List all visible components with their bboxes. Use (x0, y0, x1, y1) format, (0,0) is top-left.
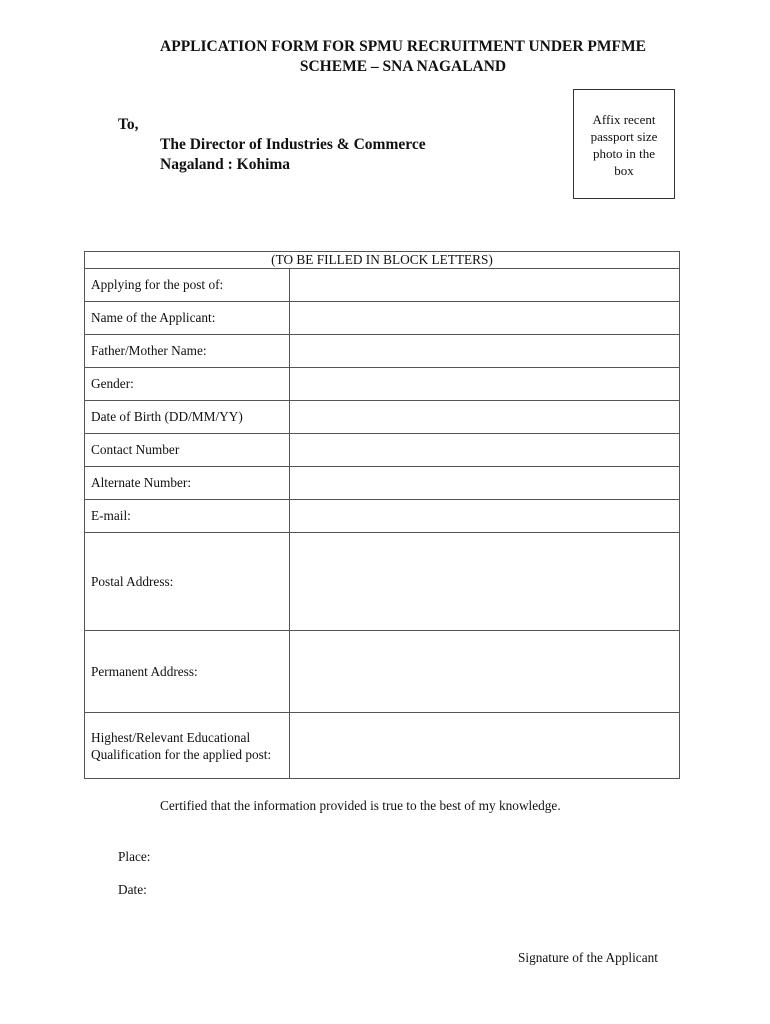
table-row (85, 713, 680, 779)
table-row (85, 434, 680, 467)
photo-box-text-4: box (614, 163, 634, 178)
field-input[interactable] (290, 713, 680, 779)
table-row (85, 335, 680, 368)
block-letters-note: (TO BE FILLED IN BLOCK LETTERS) (85, 252, 680, 269)
field-input[interactable] (290, 335, 680, 368)
field-input[interactable] (290, 269, 680, 302)
field-label: Applying for the post of: (85, 269, 290, 302)
field-input[interactable] (290, 467, 680, 500)
photo-box (573, 89, 675, 199)
table-header-row (85, 252, 680, 269)
table-row (85, 368, 680, 401)
form-title-line-2: SCHEME – SNA NAGALAND (299, 58, 507, 75)
photo-box-text-3: photo in the (592, 146, 656, 161)
table-row (85, 631, 680, 713)
form-title-line-1: APPLICATION FORM FOR SPMU RECRUITMENT UNDER PMFME (160, 38, 646, 55)
field-label: Contact Number (85, 434, 290, 467)
addressee-line-2: Nagaland : Kohima (160, 156, 291, 173)
table-row (85, 533, 680, 631)
signature-label: Signature of the Applicant (518, 950, 658, 965)
photo-box-text-1: Affix recent (592, 112, 656, 127)
table-row (85, 302, 680, 335)
field-input[interactable] (290, 500, 680, 533)
table-row (85, 269, 680, 302)
certification-statement: Certified that the information provided is true to the best of my knowledge. (160, 798, 561, 813)
field-input[interactable] (290, 631, 680, 713)
photo-box-text-2: passport size (590, 129, 658, 144)
field-input[interactable] (290, 434, 680, 467)
field-input[interactable] (290, 368, 680, 401)
date-label: Date: (118, 882, 147, 897)
table-row (85, 467, 680, 500)
field-input[interactable] (290, 401, 680, 434)
form-title (0, 37, 770, 77)
table-row (85, 401, 680, 434)
field-label: Gender: (85, 368, 290, 401)
field-label: Name of the Applicant: (85, 302, 290, 335)
field-input[interactable] (290, 533, 680, 631)
field-input[interactable] (290, 302, 680, 335)
application-form-table (84, 251, 680, 779)
field-label: Alternate Number: (85, 467, 290, 500)
field-label: Permanent Address: (85, 631, 290, 713)
salutation: To, (118, 116, 139, 133)
field-label: Father/Mother Name: (85, 335, 290, 368)
place-label: Place: (118, 849, 151, 864)
addressee-line-1: The Director of Industries & Commerce (160, 136, 426, 153)
field-label: Date of Birth (DD/MM/YY) (85, 401, 290, 434)
addressee-block (160, 135, 426, 175)
field-label: Highest/Relevant Educational Qualification for the applied post: (85, 713, 290, 779)
field-label: Postal Address: (85, 533, 290, 631)
table-row (85, 500, 680, 533)
field-label: E-mail: (85, 500, 290, 533)
